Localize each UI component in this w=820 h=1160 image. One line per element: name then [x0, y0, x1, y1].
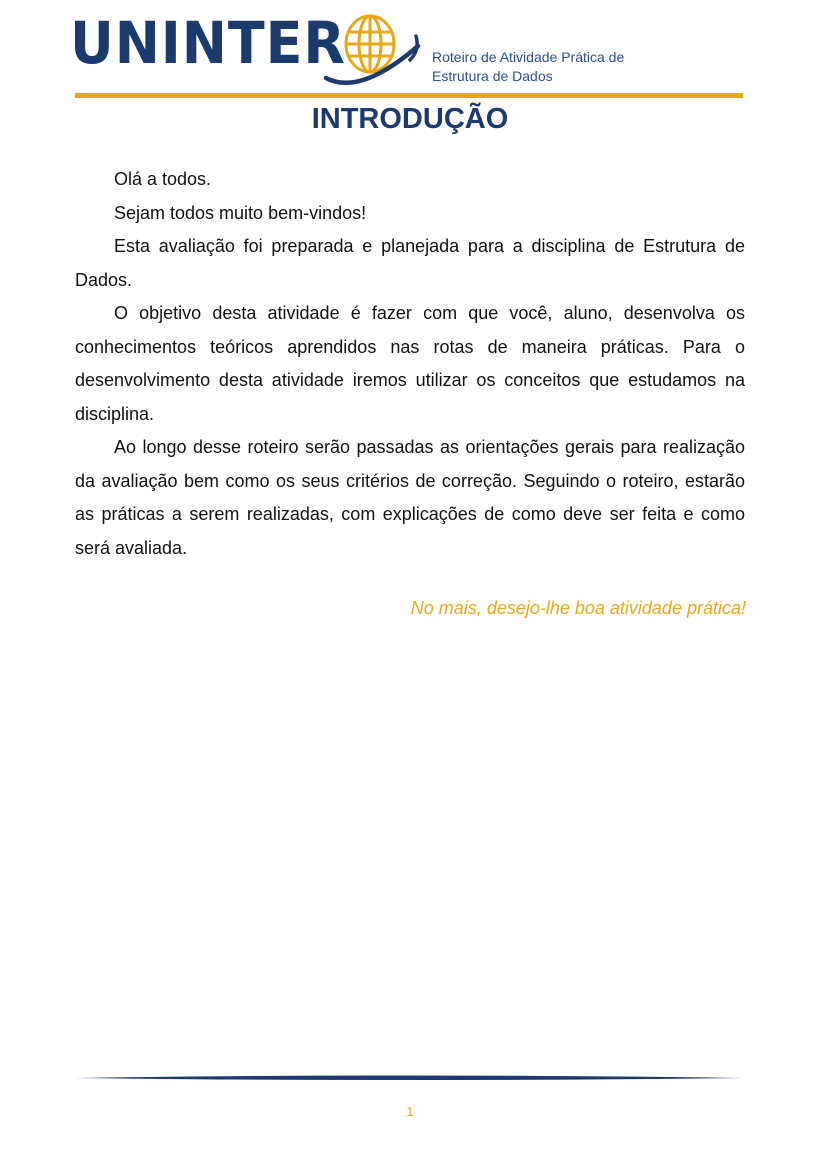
header-divider	[75, 93, 743, 98]
paragraph-objective: O objetivo desta atividade é fazer com que você, aluno, desenvolva os conhecimentos teóricos aprendidos nas rotas de maneira práticas. Para o desenvolvimento desta atividade iremos utilizar os conceitos que estudamos na disciplina.	[75, 303, 745, 424]
paragraph-welcome: Sejam todos muito bem-vindos!	[114, 202, 367, 223]
paragraph-guidelines: Ao longo desse roteiro serão passadas as orientações gerais para realização da avaliação bem como os seus critérios de correção. Seguindo o roteiro, estarão as práticas a serem realizadas, com explicações de como deve ser feita e como será avaliada.	[75, 437, 745, 558]
paragraph-greeting: Olá a todos.	[114, 169, 212, 189]
paragraph-purpose: Esta avaliação foi preparada e planejada para a disciplina de Estrutura de Dados.	[75, 236, 745, 290]
page-header	[0, 0, 820, 100]
page-title: INTRODUÇÃO	[311, 103, 509, 135]
subtitle-line-2: Estrutura de Dados	[432, 68, 553, 84]
subtitle-line-1: Roteiro de Atividade Prática de	[432, 49, 625, 65]
body-text	[75, 163, 745, 565]
uninter-globe-icon	[320, 6, 424, 90]
page-number: 1	[406, 1104, 414, 1119]
footer-divider	[75, 1071, 743, 1085]
document-subtitle	[432, 48, 624, 86]
closing-remark: No mais, desejo-lhe boa atividade prática!	[410, 598, 746, 618]
uninter-logo-text: UNINTER	[70, 9, 346, 77]
